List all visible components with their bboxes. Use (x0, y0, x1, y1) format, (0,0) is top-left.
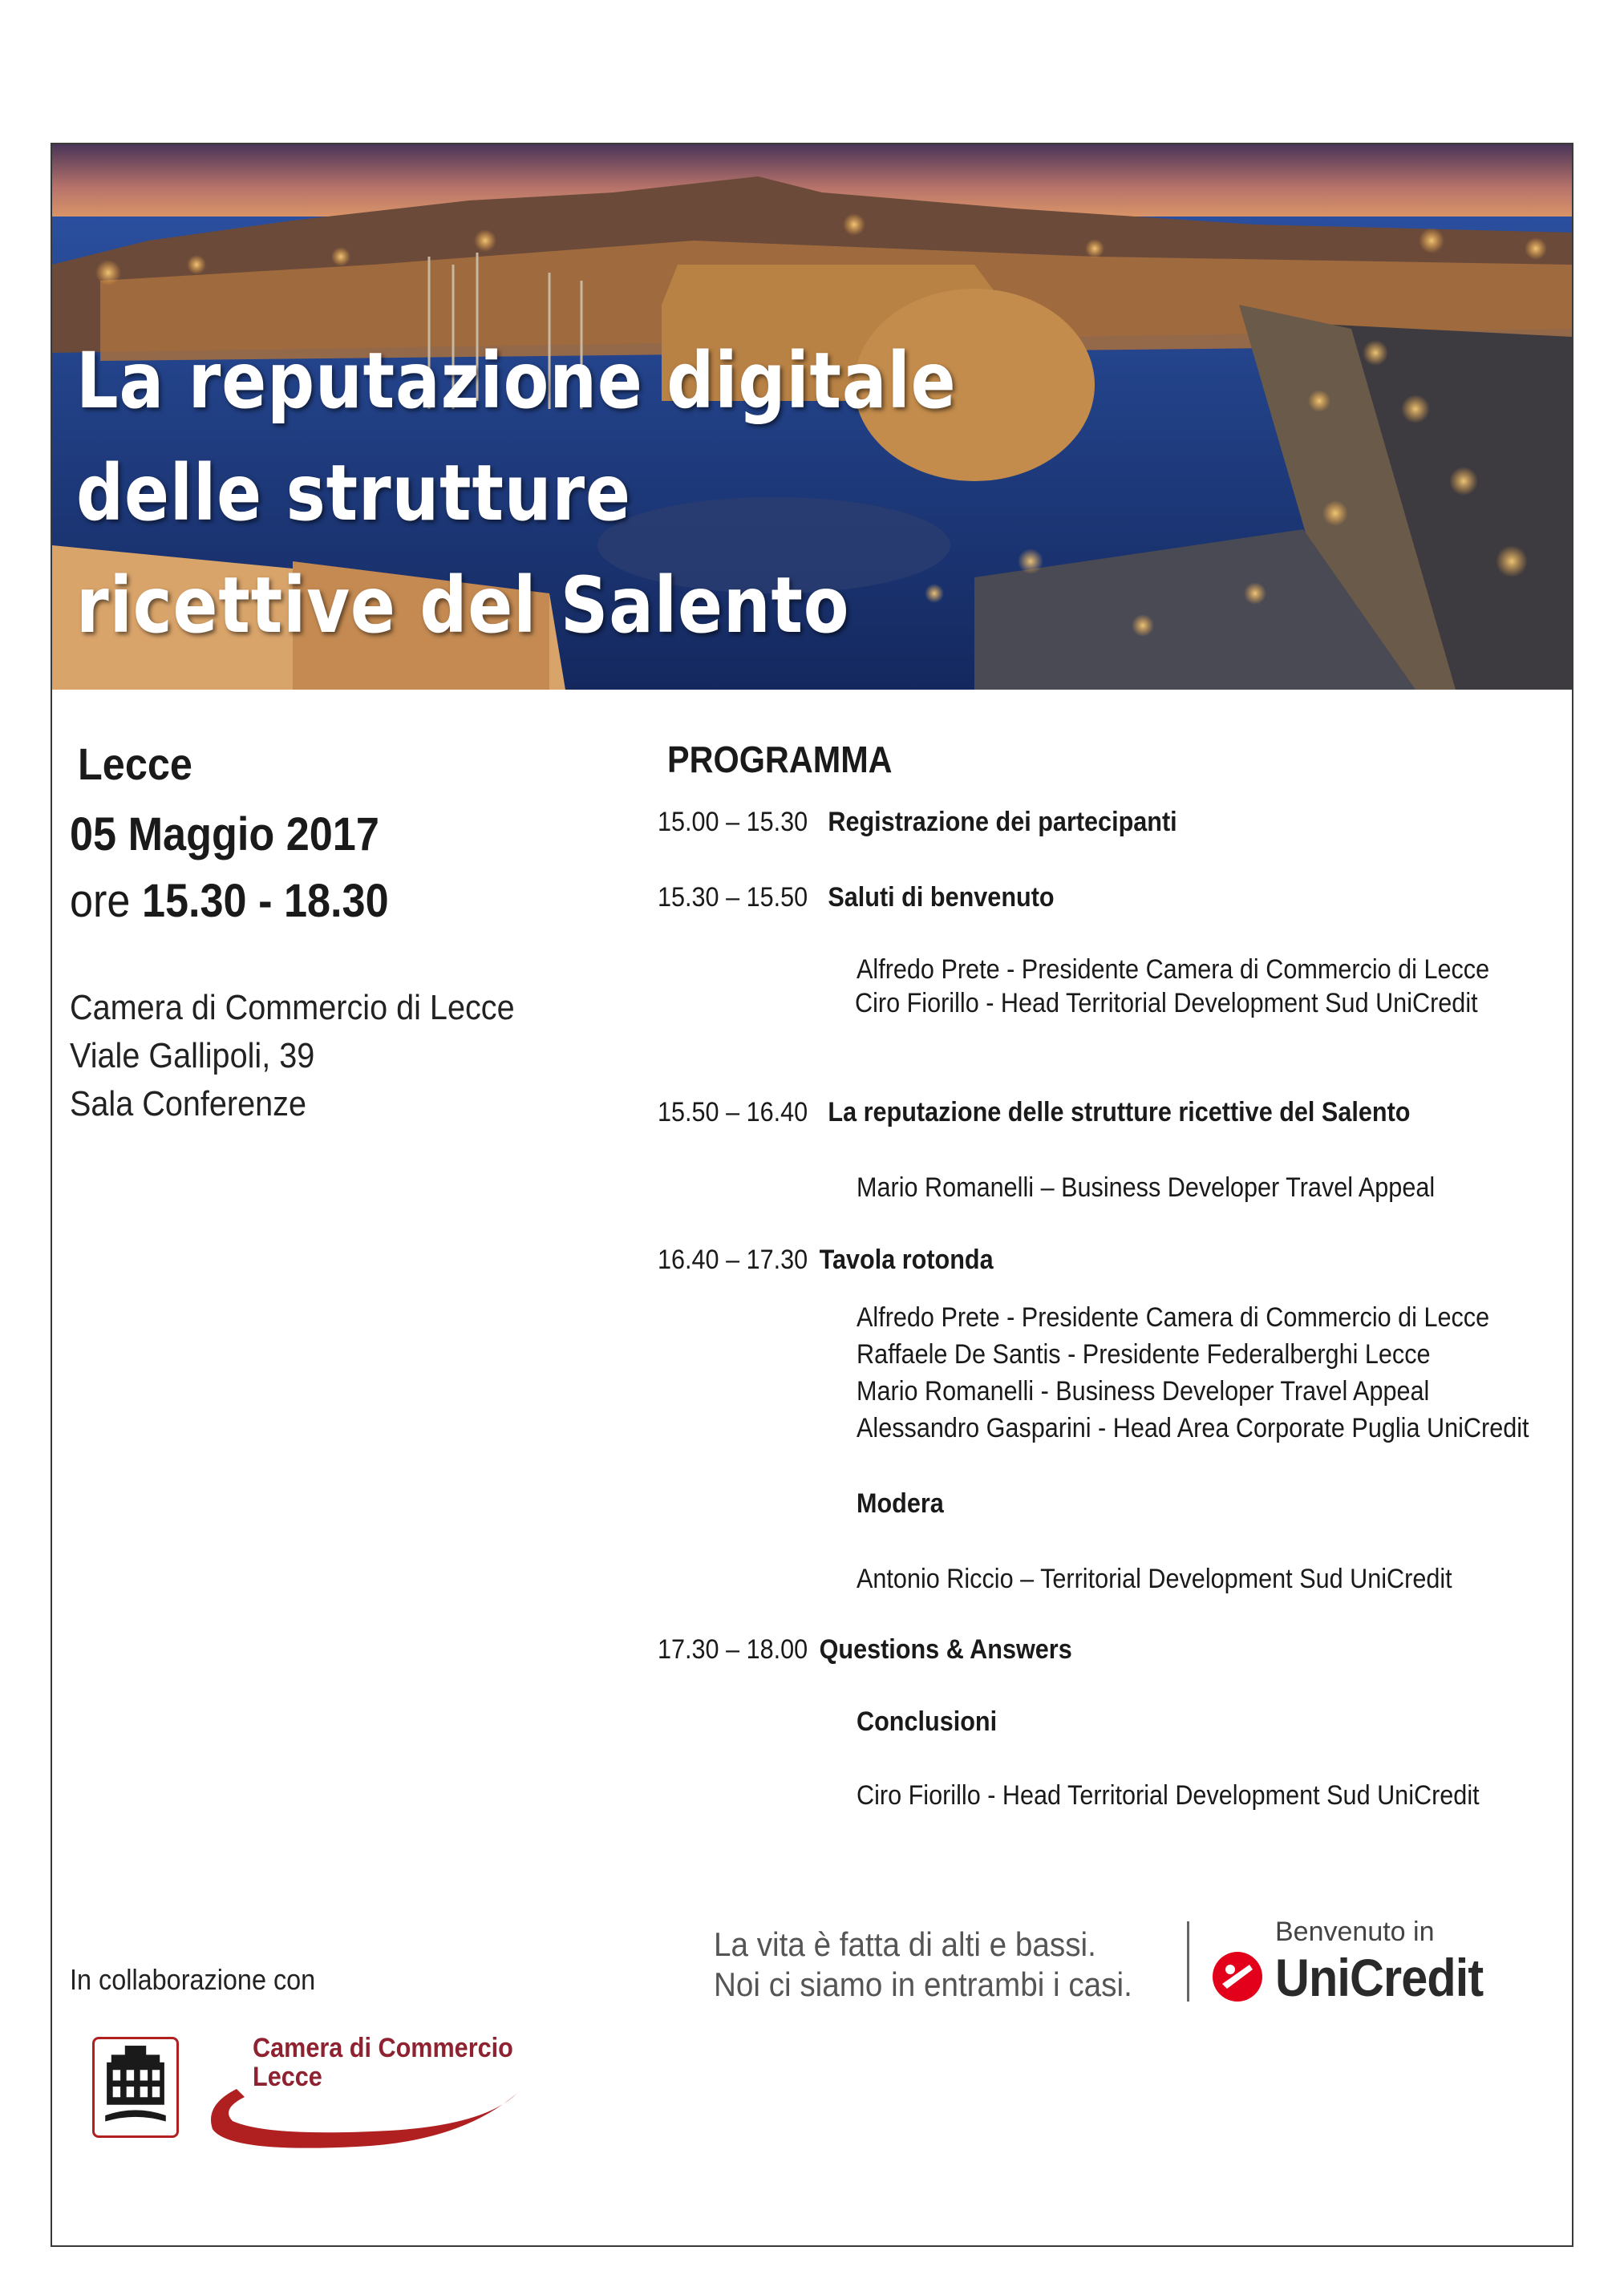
chamber-city: Lecce (253, 2062, 322, 2092)
collaboration-label: In collaborazione con (70, 1963, 316, 1996)
event-info (70, 738, 631, 1128)
event-city: Lecce (78, 739, 192, 789)
speaker: Alessandro Gasparini - Head Area Corporate Puglia UniCredit (857, 1413, 1529, 1443)
divider (1187, 1921, 1189, 2002)
chamber-building-logo (92, 2037, 179, 2138)
slogan-line: La vita è fatta di alti e bassi. (714, 1925, 1096, 1963)
event-time (70, 874, 575, 928)
program-slot (658, 807, 1177, 838)
unicredit-brand: UniCredit (1275, 1948, 1484, 2007)
speaker: Alfredo Prete - Presidente Camera di Commercio di Lecce (857, 954, 1490, 985)
event-date: 05 Maggio 2017 (70, 808, 379, 860)
event-title-line: ricettive del Salento (76, 561, 850, 650)
program-slot (658, 882, 1055, 913)
event-title (76, 325, 973, 662)
conclusion-label: Conclusioni (857, 1706, 998, 1737)
moderator: Antonio Riccio – Territorial Development Sud UniCredit (857, 1564, 1452, 1594)
program-section (658, 738, 1564, 1811)
chamber-name: Camera di Commercio (253, 2033, 513, 2063)
slot-title: Registrazione dei partecipanti (828, 807, 1177, 837)
unicredit-banner (714, 1917, 1548, 2013)
speaker: Mario Romanelli - Business Developer Travel Appeal (857, 1376, 1430, 1407)
speaker: Ciro Fiorillo - Head Territorial Development Sud UniCredit (855, 988, 1478, 1018)
speaker: Raffaele De Santis - Presidente Federalberghi Lecce (857, 1339, 1431, 1370)
unicredit-logo-icon (1211, 1950, 1264, 2003)
slogan-line: Noi ci siamo in entrambi i casi. (714, 1965, 1132, 2003)
slot-time: 15.30 – 15.50 (658, 882, 808, 913)
event-title-line: delle strutture (76, 448, 631, 538)
slot-time: 16.40 – 17.30 (658, 1245, 808, 1275)
moderator-label: Modera (857, 1488, 944, 1519)
chamber-commerce-logo (196, 2033, 533, 2153)
event-title-line: La reputazione digitale (76, 336, 957, 426)
event-time-prefix: ore (70, 875, 142, 927)
program-slot (658, 1634, 1072, 1666)
conclusion-speaker: Ciro Fiorillo - Head Territorial Development Sud UniCredit (857, 1780, 1480, 1811)
slot-title: Questions & Answers (819, 1634, 1072, 1665)
unicredit-slogan (714, 1925, 1132, 2005)
slot-time: 17.30 – 18.00 (658, 1634, 808, 1665)
speaker: Mario Romanelli – Business Developer Travel Appeal (857, 1172, 1436, 1203)
event-address (70, 984, 575, 1128)
flyer-frame (51, 143, 1573, 2247)
slot-title: La reputazione delle strutture ricettive del Salento (828, 1097, 1411, 1127)
event-time-range: 15.30 - 18.30 (141, 875, 389, 927)
unicredit-welcome: Benvenuto in (1275, 1917, 1435, 1947)
hero-banner (52, 144, 1572, 690)
program-title: PROGRAMMA (667, 739, 893, 780)
address-line: Viale Gallipoli, 39 (70, 1036, 315, 1075)
slot-title: Saluti di benvenuto (828, 882, 1055, 913)
address-line: Sala Conferenze (70, 1084, 306, 1123)
address-line: Camera di Commercio di Lecce (70, 988, 515, 1027)
building-icon (95, 2039, 176, 2135)
slot-time: 15.50 – 16.40 (658, 1097, 808, 1127)
program-slot (658, 1245, 994, 1276)
speaker: Alfredo Prete - Presidente Camera di Commercio di Lecce (857, 1302, 1490, 1333)
program-slot (658, 1097, 1410, 1128)
slot-title: Tavola rotonda (819, 1245, 994, 1275)
slot-time: 15.00 – 15.30 (658, 807, 808, 837)
